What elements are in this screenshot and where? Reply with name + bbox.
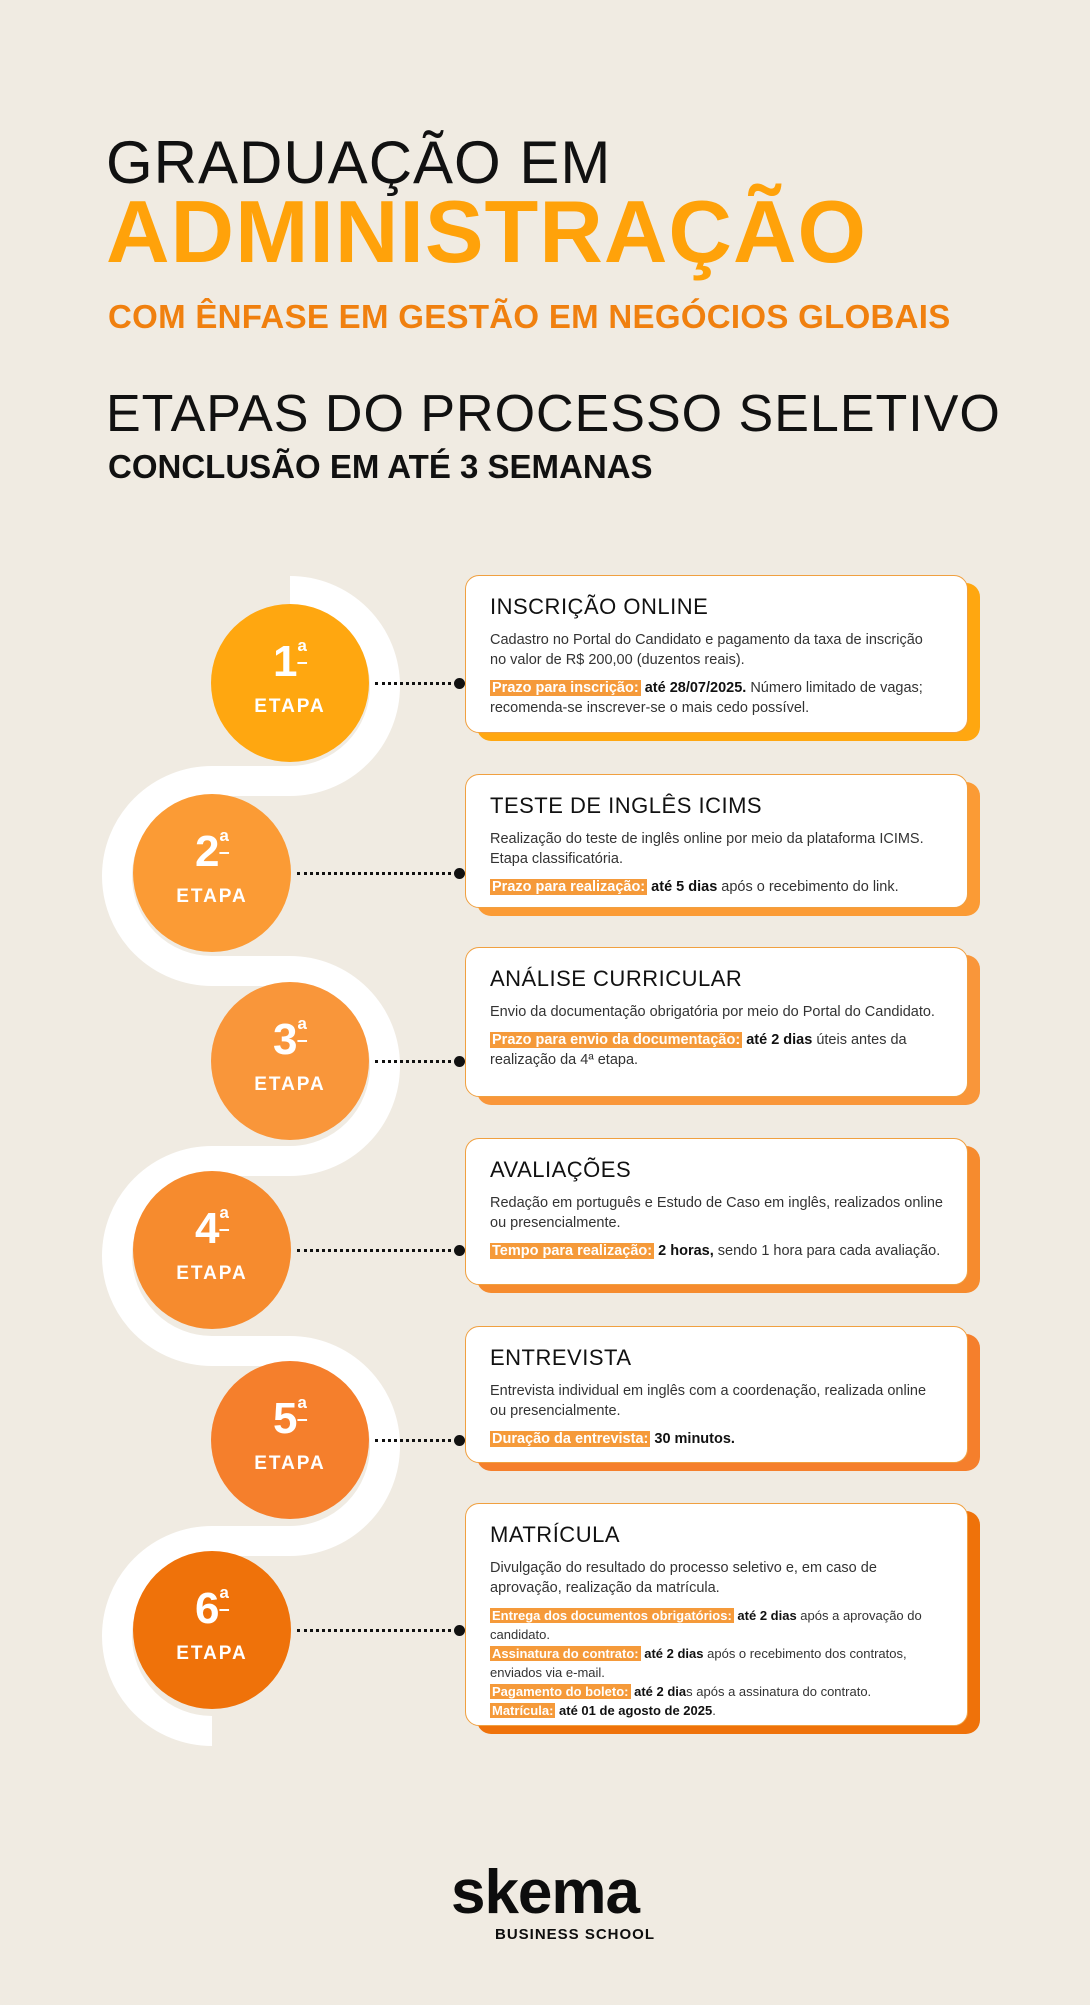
detail-rest: Número limitado de vagas; recomenda-se inscrever-se o mais cedo possível. [490, 680, 923, 716]
stage-1-connector-dot [454, 678, 465, 689]
stage-detail [490, 1606, 943, 1644]
stage-5-connector [375, 1439, 458, 1442]
stage-title: INSCRIÇÃO ONLINE [490, 594, 709, 619]
stage-3-connector [375, 1060, 458, 1063]
detail-highlight: Prazo para realização: [492, 879, 646, 895]
stage-description: Divulgação do resultado do processo seletivo e, em caso de aprovação, realização da matrícula. [490, 1560, 877, 1596]
stage-label: ETAPA [176, 1263, 248, 1284]
stage-3-connector-dot [454, 1056, 465, 1067]
stage-6-connector [297, 1629, 458, 1632]
stage-title: ENTREVISTA [490, 1345, 632, 1370]
stage-3-card [465, 947, 968, 1097]
stage-4-connector [297, 1249, 458, 1252]
stage-title: TESTE DE INGLÊS ICIMS [490, 793, 763, 818]
detail-rest: após o recebimento do link. [717, 879, 899, 895]
stage-number: $3^ª$ [272, 1014, 308, 1064]
detail-rest: úteis antes da realização da 4ª etapa. [490, 1032, 907, 1068]
stage-5-connector-dot [454, 1435, 465, 1446]
stage-3-circle [211, 982, 369, 1140]
detail-highlight: Tempo para realização: [492, 1243, 653, 1259]
detail-rest: s após a assinatura do contrato. [686, 1684, 872, 1699]
title-enfase: COM ÊNFASE EM GESTÃO EM NEGÓCIOS GLOBAIS [108, 298, 951, 335]
detail-highlight: Duração da entrevista: [492, 1431, 649, 1447]
skema-logo [0, 1858, 1090, 1943]
detail-bold: até 5 dias [651, 879, 718, 895]
detail-bold: até 2 dias [746, 1032, 813, 1048]
title-administracao: ADMINISTRAÇÃO [106, 182, 867, 281]
detail-bold: até 2 dia [634, 1684, 687, 1699]
stage-number: $1^ª$ [272, 636, 308, 686]
stage-2-card [465, 774, 968, 908]
title-etapas: ETAPAS DO PROCESSO SELETIVO [106, 385, 1001, 443]
detail-highlight: Pagamento do boleto: [492, 1684, 629, 1699]
stage-number: $2^ª$ [194, 826, 230, 876]
stage-description: Envio da documentação obrigatória por meio do Portal do Candidato. [490, 1004, 935, 1020]
stage-5-card [465, 1326, 968, 1463]
stage-detail [490, 1644, 943, 1682]
stage-label: ETAPA [176, 886, 248, 907]
stage-4-card [465, 1138, 968, 1285]
detail-highlight: Assinatura do contrato: [492, 1646, 639, 1661]
stage-number: $6^ª$ [194, 1583, 230, 1633]
stage-detail [490, 678, 943, 718]
stage-1-connector [375, 682, 458, 685]
stage-number: $4^ª$ [194, 1203, 230, 1253]
detail-rest: após a aprovação do candidato. [490, 1608, 922, 1642]
stage-5-circle [211, 1361, 369, 1519]
detail-highlight: Entrega dos documentos obrigatórios: [492, 1608, 732, 1623]
detail-bold: até 2 dias [737, 1608, 797, 1623]
stage-label: ETAPA [176, 1643, 248, 1664]
stage-detail [490, 1701, 943, 1720]
stage-4-connector-dot [454, 1245, 465, 1256]
stage-description: Entrevista individual em inglês com a coordenação, realizada online ou presencialmente. [490, 1383, 927, 1419]
detail-bold: até 01 de agosto de 2025 [559, 1703, 713, 1718]
stage-4-circle [133, 1171, 291, 1329]
stage-1-card [465, 575, 968, 733]
stage-detail [490, 1241, 943, 1261]
detail-bold: até 2 dias [644, 1646, 704, 1661]
stage-description: Redação em português e Estudo de Caso em inglês, realizados online ou presencialmente. [490, 1195, 943, 1231]
stage-label: ETAPA [254, 1453, 326, 1474]
stage-detail [490, 1682, 943, 1701]
stage-detail [490, 1030, 943, 1070]
stage-label: ETAPA [254, 1074, 326, 1095]
detail-bold: até 28/07/2025. [644, 680, 747, 696]
detail-rest: após o recebimento dos contratos, enviados via e-mail. [490, 1646, 907, 1680]
stage-detail [490, 877, 943, 897]
stage-6-card [465, 1503, 968, 1726]
stage-6-connector-dot [454, 1625, 465, 1636]
detail-bold: 2 horas, [658, 1243, 714, 1259]
detail-rest: sendo 1 hora para cada avaliação. [713, 1243, 941, 1259]
detail-bold: 30 minutos. [654, 1431, 735, 1447]
detail-highlight: Prazo para inscrição: [492, 680, 639, 696]
stage-description: Realização do teste de inglês online por meio da plataforma ICIMS. Etapa classificatória. [490, 831, 924, 867]
logo-wordmark: skema [450, 1858, 640, 1927]
detail-rest: . [712, 1703, 716, 1718]
stage-2-connector [297, 872, 458, 875]
stage-1-circle [211, 604, 369, 762]
stage-2-circle [133, 794, 291, 952]
title-graduacao: GRADUAÇÃO EM [106, 129, 612, 196]
stage-6-circle [133, 1551, 291, 1709]
stage-detail [490, 1429, 943, 1449]
stage-title: ANÁLISE CURRICULAR [490, 966, 743, 991]
detail-highlight: Matrícula: [492, 1703, 554, 1718]
stage-label: ETAPA [254, 696, 326, 717]
title-conclusao: CONCLUSÃO EM ATÉ 3 SEMANAS [108, 448, 653, 485]
stage-2-connector-dot [454, 868, 465, 879]
detail-highlight: Prazo para envio da documentação: [492, 1032, 741, 1048]
stage-number: $5^ª$ [272, 1393, 308, 1443]
stage-title: MATRÍCULA [490, 1522, 620, 1547]
stage-title: AVALIAÇÕES [490, 1157, 632, 1182]
logo-subtitle: BUSINESS SCHOOL [494, 1926, 656, 1943]
stage-description: Cadastro no Portal do Candidato e pagamento da taxa de inscrição no valor de R$ 200,00 (duzentos reais). [490, 632, 923, 668]
